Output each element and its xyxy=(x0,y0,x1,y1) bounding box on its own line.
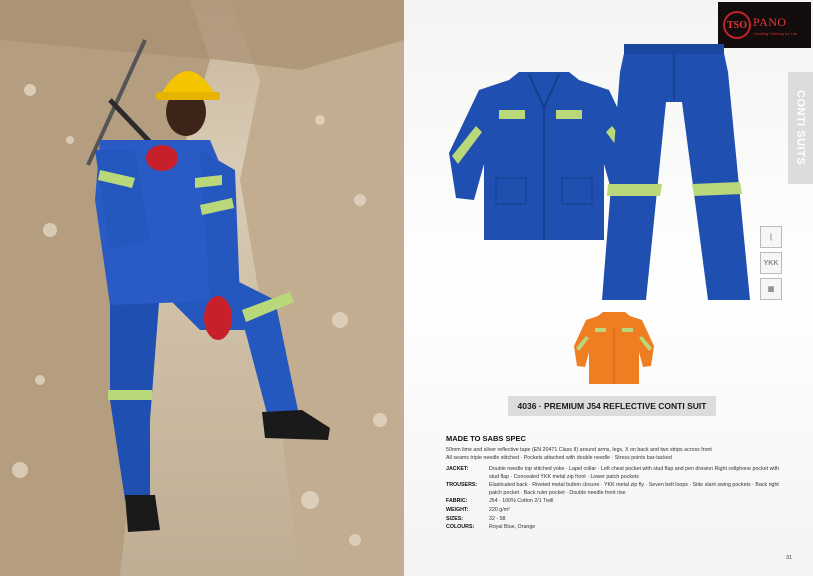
reflective-icon: ▦ xyxy=(760,278,782,300)
spec-description-line: 50mm lime and silver reflective tape (EN 20471 Class II) around arms, legs, X on back and two strips across front xyxy=(446,447,712,453)
spec-value: J54 · 100% Cotton 2/1 Twill xyxy=(489,498,554,505)
worker-in-trench-illustration xyxy=(0,0,404,576)
spec-value: 32 - 58 xyxy=(489,515,506,522)
logo-name: PANO xyxy=(753,14,787,29)
spec-key: WEIGHT: xyxy=(446,506,469,513)
spec-row-trousers xyxy=(446,482,786,497)
page-number: 31 xyxy=(786,555,793,561)
spec-row-jacket xyxy=(446,466,786,481)
spec-value: Royal Blue, Orange xyxy=(489,524,536,531)
spec-value: Elasticated back · Riveted metal button closure · YKK metal zip fly · Seven belt loops · Side slant swing pockets · Back right patch pocket · Back ruler pocket · Double needle front rise xyxy=(489,482,779,496)
ykk-icon: YKK xyxy=(760,252,782,274)
spec-row-fabric xyxy=(446,498,786,506)
spec-description-line: All seams triple needle stitched · Pockets attached with double needle · Stress points bar-tacked xyxy=(446,455,672,461)
logo-mark: TSO xyxy=(726,19,747,31)
spec-key: TROUSERS: xyxy=(446,482,478,489)
tso-pano-logo xyxy=(723,11,751,39)
orange-jacket-image xyxy=(572,310,656,386)
spec-row-sizes xyxy=(446,516,786,524)
feature-icons xyxy=(760,226,784,304)
product-title: 4036 · PREMIUM J54 REFLECTIVE CONTI SUIT xyxy=(508,396,716,416)
spec-description xyxy=(446,446,786,462)
needle-icon: | xyxy=(760,226,782,248)
spec-key: JACKET: xyxy=(446,466,469,472)
spec-key: FABRIC: xyxy=(446,498,468,505)
spec-key: SIZES: xyxy=(446,515,464,522)
spec-key: COLOURS: xyxy=(446,524,475,531)
spec-row-colours xyxy=(446,524,786,532)
section-tab xyxy=(788,72,813,184)
logo-tagline: Creating Clothing for Life xyxy=(753,30,798,36)
product-page xyxy=(404,0,813,576)
blue-trousers-image xyxy=(600,42,750,304)
spec-value: Double needle top stitched yoke · Lapel collar · Left chest pocket with stud flap and pen division Right cellphone pocket with stud flap · Concealed YKK metal zip front · Lower patch pockets xyxy=(489,466,780,480)
spec-value: 220 g/m² xyxy=(489,506,510,513)
section-tab-label: CONTI SUITS xyxy=(794,90,807,166)
spec-table xyxy=(446,466,786,533)
spec-row-weight xyxy=(446,507,786,515)
spec-heading: MADE TO SABS SPEC xyxy=(446,434,526,443)
model-photo xyxy=(0,0,404,576)
